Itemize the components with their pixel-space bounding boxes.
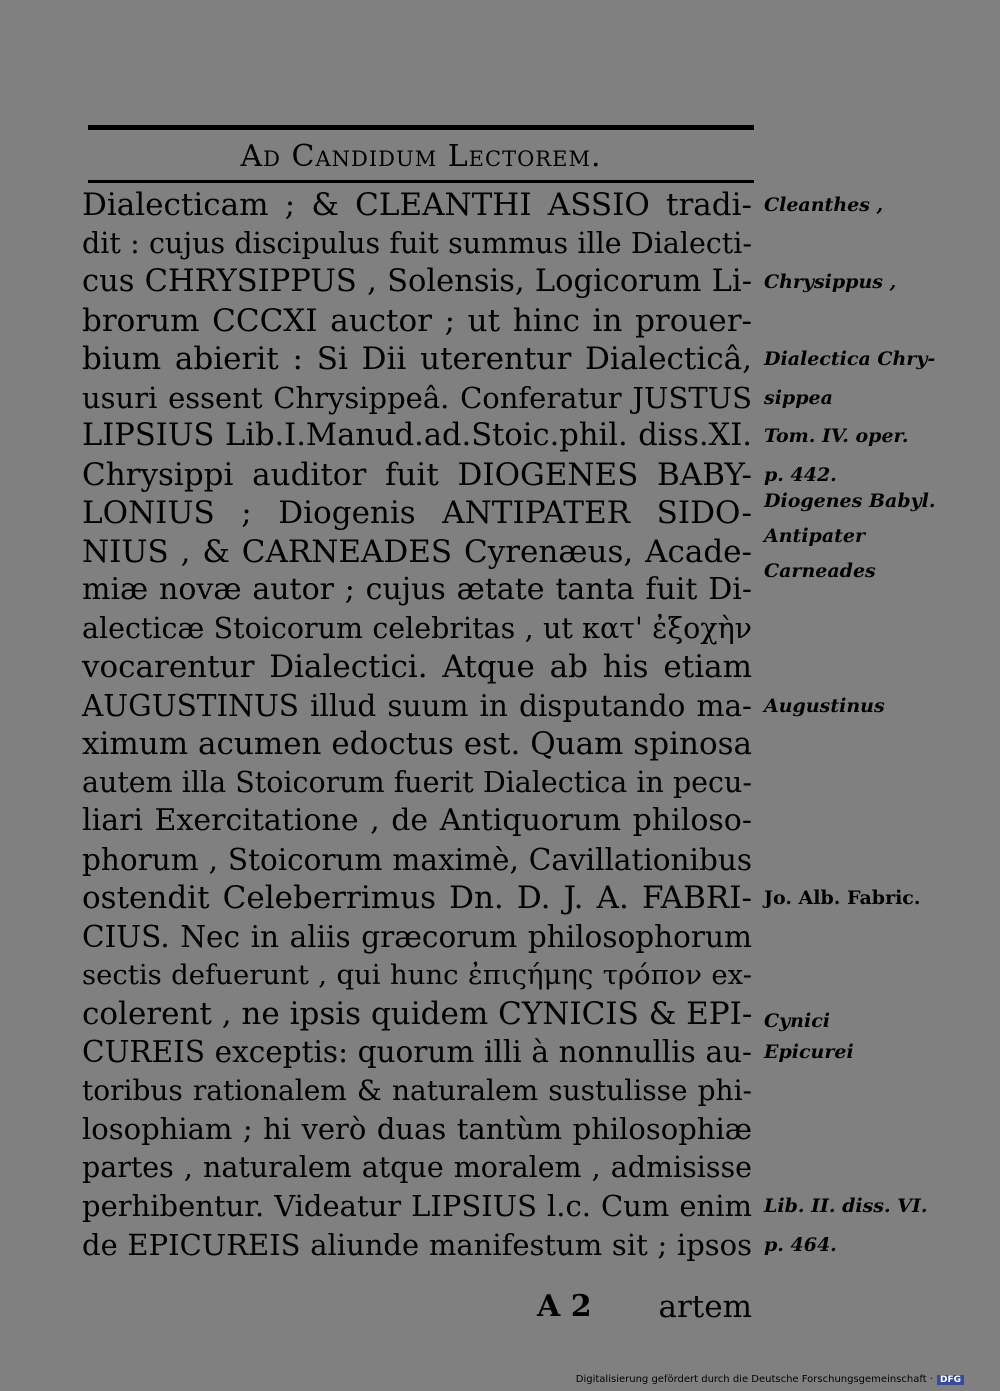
text-line: partes , naturalem atque moralem , admisisse bbox=[82, 1150, 752, 1184]
text-line: alecticæ Stoicorum celebritas , ut κατ' ἐξοχὴν bbox=[82, 611, 752, 645]
text-line: autem illa Stoicorum fuerit Dialectica in pecu- bbox=[82, 765, 752, 799]
text-line: ximum acumen edoctus est. Quam spinosa bbox=[82, 726, 752, 762]
top-rule bbox=[88, 125, 754, 130]
credit-text: Digitalisierung gefördert durch die Deutsche Forschungsgemeinschaft · bbox=[575, 1374, 933, 1385]
text-line: de EPICUREIS aliunde manifestum sit ; ipsos bbox=[82, 1227, 752, 1262]
margin-note: Cleanthes , bbox=[764, 194, 884, 216]
header-rule bbox=[88, 180, 754, 183]
margin-note: Jo. Alb. Fabric. bbox=[764, 887, 921, 909]
margin-note: Carneades bbox=[764, 559, 876, 582]
main-text bbox=[82, 186, 752, 1264]
text-line: AUGUSTINUS illud suum in disputando ma- bbox=[82, 688, 752, 723]
text-line: miæ novæ autor ; cujus ætate tanta fuit Di- bbox=[82, 572, 752, 607]
margin-note: Diogenes Babyl. bbox=[764, 490, 936, 513]
margin-note: p. 464. bbox=[764, 1233, 837, 1256]
text-line: dit : cujus discipulus fuit summus ille Dialecti- bbox=[82, 226, 752, 260]
text-line: phorum , Stoicorum maximè, Cavillationibus bbox=[82, 842, 752, 877]
text-line: Dialecticam ; & CLEANTHI ASSIO tradi- bbox=[82, 187, 752, 223]
catchword: artem bbox=[658, 1289, 752, 1325]
text-line: LIPSIUS Lib.I.Manud.ad.Stoic.phil. diss.XI. bbox=[82, 418, 752, 453]
dfg-logo: DFG bbox=[937, 1375, 964, 1385]
text-line: CIUS. Nec in aliis græcorum philosophorum bbox=[82, 919, 752, 954]
margin-note: Cynici bbox=[764, 1010, 830, 1033]
margin-note: sippea bbox=[764, 386, 833, 409]
margin-note: Augustinus bbox=[764, 694, 885, 717]
margin-note: Epicurei bbox=[764, 1041, 854, 1063]
text-line: losophiam ; hi verò duas tantùm philosophiæ bbox=[82, 1112, 752, 1146]
text-line: cus CHRYSIPPUS , Solensis, Logicorum Li- bbox=[82, 264, 752, 299]
text-line: Chrysippi auditor fuit DIOGENES BABY- bbox=[82, 456, 752, 493]
margin-note: Chrysippus , bbox=[764, 271, 897, 293]
text-line: vocarentur Dialectici. Atque ab his etiam bbox=[82, 649, 752, 685]
text-line: sectis defuerunt , qui hunc ἐπιςήμης τρόπον ex- bbox=[82, 959, 752, 991]
text-line: toribus rationalem & naturalem sustulisse phi- bbox=[82, 1073, 752, 1107]
text-line: bium abierit : Si Dii uterentur Dialecticâ, bbox=[82, 341, 752, 377]
text-line: perhibentur. Videatur LIPSIUS l.c. Cum enim bbox=[82, 1189, 752, 1223]
margin-note: p. 442. bbox=[764, 463, 837, 486]
text-line: NIUS , & CARNEADES Cyrenæus, Acade- bbox=[82, 533, 752, 570]
text-line: LONIUS ; Diogenis ANTIPATER SIDO- bbox=[82, 495, 752, 531]
text-line: colerent , ne ipsis quidem CYNICIS & EPI- bbox=[82, 995, 753, 1032]
margin-note: Antipater bbox=[764, 525, 866, 548]
digitization-credit bbox=[576, 1374, 964, 1385]
text-line: usuri essent Chrysippeâ. Conferatur JUSTUS bbox=[82, 380, 752, 415]
margin-note: Dialectica Chry- bbox=[764, 348, 936, 370]
margin-note: Tom. IV. oper. bbox=[764, 425, 909, 447]
text-line: CUREIS exceptis: quorum illi à nonnullis au- bbox=[82, 1035, 752, 1069]
text-line: ostendit Celeberrimus Dn. D. J. A. FABRI- bbox=[82, 880, 752, 916]
signature-mark: A 2 bbox=[537, 1289, 592, 1324]
margin-note: Lib. II. diss. VI. bbox=[764, 1195, 928, 1217]
page-header: Ad Candidum Lectorem. bbox=[240, 139, 602, 174]
text-line: liari Exercitatione , de Antiquorum philoso- bbox=[82, 803, 752, 838]
text-line: brorum CCCXI auctor ; ut hinc in prouer- bbox=[82, 302, 752, 339]
page-footer bbox=[82, 1287, 752, 1327]
